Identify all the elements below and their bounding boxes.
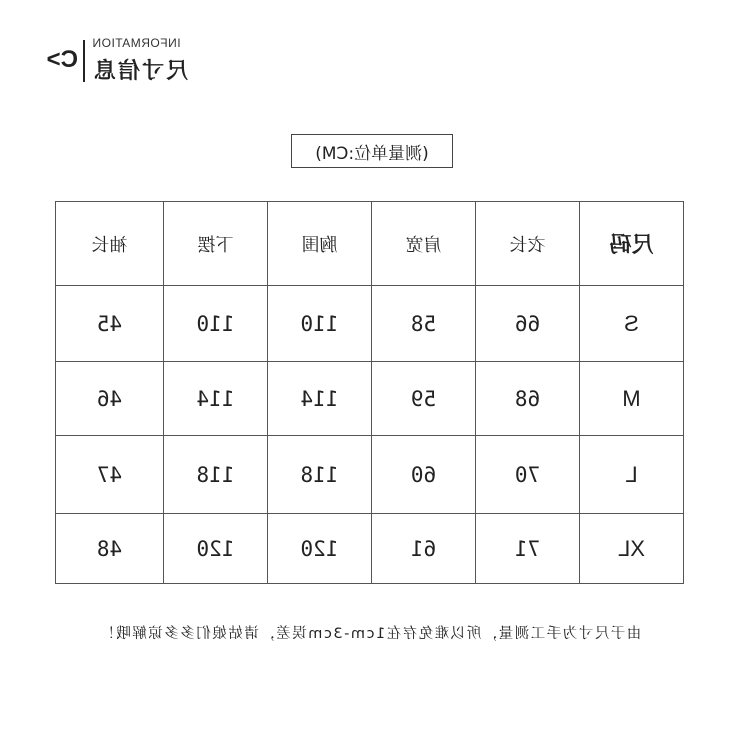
table-cell: S — [580, 286, 684, 362]
header-cell-size: 尺码 — [580, 202, 684, 286]
table-header-row — [56, 202, 684, 286]
table-cell: 70 — [476, 436, 580, 514]
header-cell-shoulder: 肩宽 — [372, 202, 476, 286]
header-mark: C> — [46, 46, 78, 73]
header-subtitle: INFORMATION — [92, 36, 181, 50]
table-cell: 58 — [372, 286, 476, 362]
size-table — [55, 201, 684, 584]
table-cell: 45 — [56, 286, 164, 362]
header-title: 尺寸信息 — [92, 59, 189, 84]
table-cell: 120 — [164, 514, 268, 584]
header-divider — [83, 40, 85, 82]
table-cell: 110 — [268, 286, 372, 362]
table-cell: 48 — [56, 514, 164, 584]
table-cell: 118 — [164, 436, 268, 514]
section-header — [32, 36, 202, 86]
table-cell: 120 — [268, 514, 372, 584]
unit-label: (测量单位:CM) — [291, 134, 453, 168]
header-cell-sleeve: 袖长 — [56, 202, 164, 286]
table-cell: M — [580, 362, 684, 436]
table-cell: 118 — [268, 436, 372, 514]
table-cell: 47 — [56, 436, 164, 514]
table-cell: 114 — [268, 362, 372, 436]
table-row — [56, 362, 684, 436]
table-cell: L — [580, 436, 684, 514]
table-cell: 59 — [372, 362, 476, 436]
table-cell: XL — [580, 514, 684, 584]
table-cell: 71 — [476, 514, 580, 584]
header-cell-bust: 胸围 — [268, 202, 372, 286]
header-cell-length: 衣长 — [476, 202, 580, 286]
table-row — [56, 286, 684, 362]
table-row — [56, 436, 684, 514]
table-cell: 61 — [372, 514, 476, 584]
measurement-note: 由于尺寸为手工测量，所以难免存在1cm-3cm误差，请姑娘们多多谅解哦！ — [98, 626, 642, 642]
table-cell: 60 — [372, 436, 476, 514]
header-cell-hem: 下摆 — [164, 202, 268, 286]
table-cell: 46 — [56, 362, 164, 436]
table-cell: 66 — [476, 286, 580, 362]
table-cell: 110 — [164, 286, 268, 362]
table-cell: 68 — [476, 362, 580, 436]
table-cell: 114 — [164, 362, 268, 436]
table-row — [56, 514, 684, 584]
